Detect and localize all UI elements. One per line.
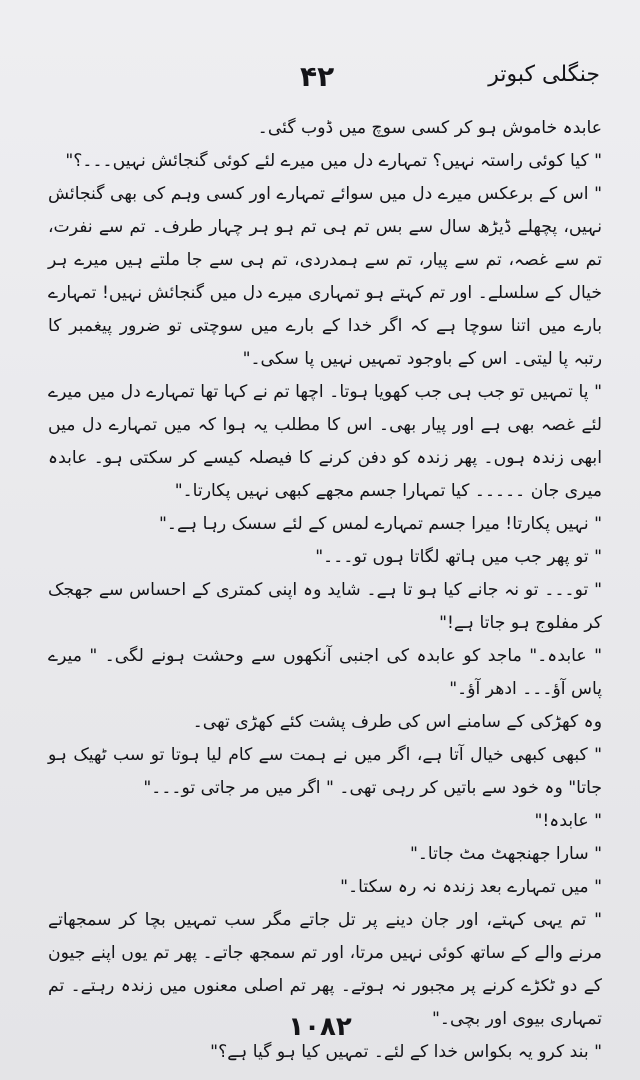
paragraph: " میں تمہارے بعد زندہ نہ رہ سکتا۔" <box>340 877 602 897</box>
paragraph: " کیا کوئی راستہ نہیں؟ تمہارے دل میں میرے لئے کوئی گنجائش نہیں۔۔۔؟" <box>65 151 602 171</box>
body-text <box>48 112 602 1069</box>
paragraph: " عابدہ!" <box>534 811 602 831</box>
page-number: ۴۲ <box>300 60 335 93</box>
paragraph: " تو پھر جب میں ہاتھ لگاتا ہوں تو۔۔۔" <box>315 547 602 567</box>
paragraph: " نہیں پکارتا! میرا جسم تمہارے لمس کے لئے سسک رہا ہے۔" <box>159 514 602 534</box>
paragraph: " عابدہ۔" ماجد کو عابدہ کی اجنبی آنکھوں سے وحشت ہونے لگی۔ " میرے پاس آؤ۔۔۔ ادھر آؤ۔" <box>48 646 602 699</box>
paragraph: " کبھی کبھی خیال آتا ہے، اگر میں نے ہمت سے کام لیا ہوتا تو سب ٹھیک ہو جاتا" وہ خود سے باتیں کر رہی تھی۔ " اگر میں مر جاتی تو۔۔۔" <box>48 745 602 798</box>
paragraph: " بند کرو یہ بکواس خدا کے لئے۔ تمہیں کیا ہو گیا ہے؟" <box>210 1042 602 1062</box>
running-title: جنگلی کبوتر <box>488 62 600 87</box>
paragraph: " سارا جھنجھٹ مٹ جاتا۔" <box>409 844 602 864</box>
paragraph: " اس کے برعکس میرے دل میں سوائے تمہارے اور کسی وہم کی بھی گنجائش نہیں، پچھلے ڈیڑھ سال سے بس تم ہی تم ہو ہر چہار طرف۔ تم سے نفرت، تم سے غصہ، تم سے پیار، تم سے ہمدردی، تم ہی سے جا ملتے ہیں میرے ہر خیال کے سلسلے۔ اور تم کہتے ہو تمہاری میرے دل میں گنجائش نہیں! تمہارے بارے میں اتنا سوچا ہے کہ اگر خدا کے بارے میں سوچتی تو ضرور پیغمبر کا رتبہ پا لیتی۔ اس کے باوجود تمہیں نہیں پا سکی۔" <box>48 184 602 369</box>
paragraph: وہ کھڑکی کے سامنے اس کی طرف پشت کئے کھڑی تھی۔ <box>192 712 602 732</box>
folio-number: ۱۰۸۲ <box>288 1012 352 1042</box>
paragraph: " تم یہی کہتے، اور جان دینے پر تل جاتے مگر سب تمہیں بچا کر سمجھاتے مرنے والے کے ساتھ کوئی نہیں مرتا، اور تم سمجھ جاتے۔ پھر تم یوں اپنے جیون کے دو ٹکڑے کرنے پر مجبور نہ ہوتے۔ پھر تم اصلی معنوں میں زندہ رہتے۔ تم تمہاری بیوی اور بچی۔" <box>48 910 602 1029</box>
paragraph: عابدہ خاموش ہو کر کسی سوچ میں ڈوب گئی۔ <box>257 118 602 138</box>
paragraph: " تو۔۔۔ تو نہ جانے کیا ہو تا ہے۔ شاید وہ اپنی کمتری کے احساس سے جھجک کر مفلوج ہو جاتا ہے!" <box>48 580 602 633</box>
paragraph: " پا تمہیں تو جب ہی جب کھویا ہوتا۔ اچھا تم نے کہا تھا تمہارے دل میں میرے لئے غصہ بھی ہے اور پیار بھی۔ اس کا مطلب یہ ہوا کہ میں تمہارے دل میں ابھی زندہ ہوں۔ پھر زندہ کو دفن کرنے کا فیصلہ کیسے کر سکتی ہو۔ عابدہ میری جان ۔۔۔۔۔ کیا تمہارا جسم مجھے کبھی نہیں پکارتا۔" <box>48 382 602 501</box>
